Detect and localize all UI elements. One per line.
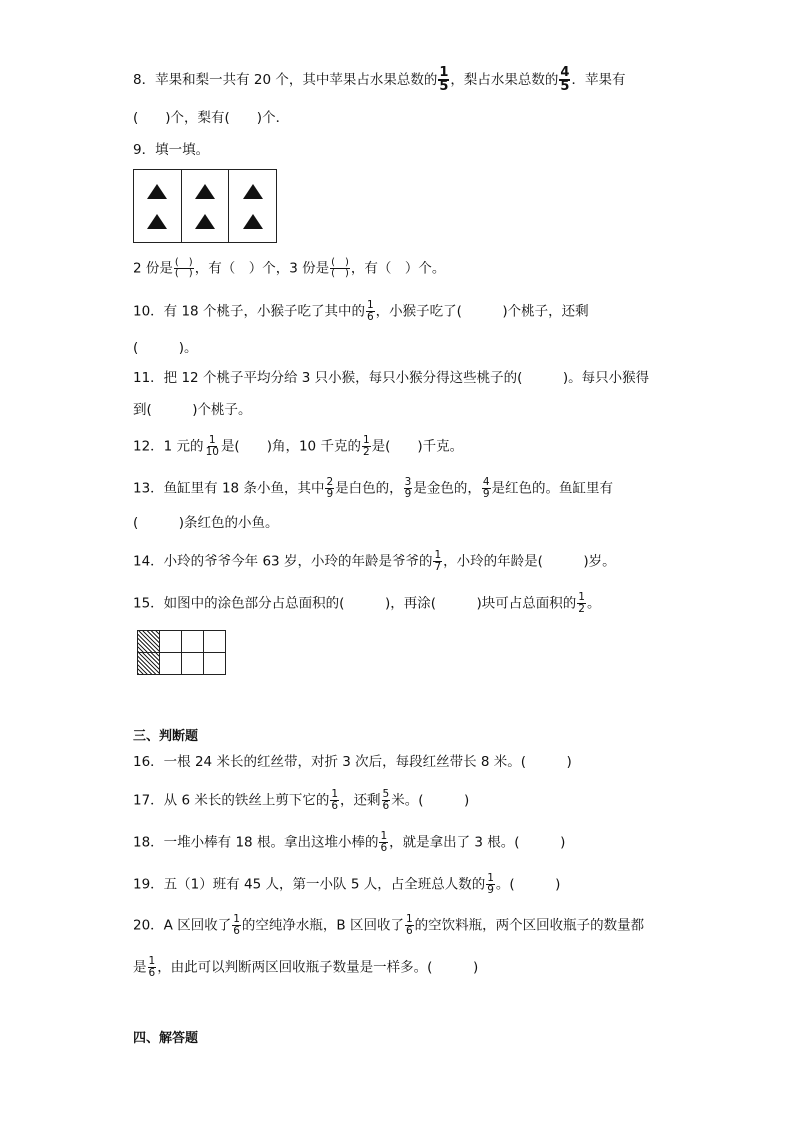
fraction: $\frac{1}{6}$ bbox=[405, 913, 413, 937]
triangle-icon bbox=[243, 184, 263, 199]
fraction: $\frac{1}{10}$ bbox=[205, 434, 219, 458]
fraction: $\frac{1}{2}$ bbox=[362, 434, 370, 458]
fraction: $\frac{3}{9}$ bbox=[404, 476, 412, 500]
q20-line1: 20．A 区回收了 $\frac{1}{6}$ 的空纯净水瓶，B 区回收了 $\frac{1}{6}$ 的空饮料瓶，两个区回收瓶子的数量都 bbox=[133, 913, 645, 937]
blank-fraction: $\frac{( )}{( )}$ bbox=[331, 257, 349, 279]
section-heading-solve: 四、解答题 bbox=[133, 1031, 199, 1046]
fraction: $\frac{1}{5}$ bbox=[439, 65, 449, 94]
grid-cell bbox=[204, 653, 226, 675]
q10-line2: ( )。 bbox=[133, 340, 198, 356]
triangle-icon bbox=[147, 184, 167, 199]
q18-line: 18．一堆小棒有 18 根。拿出这堆小棒的 $\frac{1}{6}$ ，就是拿出了 3 根。( ) bbox=[133, 830, 566, 854]
blank-fraction: $\frac{( )}{( )}$ bbox=[174, 257, 193, 279]
q11-line1: 11．把 12 个桃子平均分给 3 只小猴，每只小猴分得这些桃子的( )。每只小猴得 bbox=[133, 370, 650, 386]
section-heading-judgment: 三、判断题 bbox=[133, 729, 199, 744]
fraction: $\frac{1}{6}$ bbox=[331, 788, 339, 812]
grid-cell bbox=[204, 631, 226, 653]
fraction: $\frac{1}{6}$ bbox=[380, 830, 388, 854]
q17-line: 17．从 6 米长的铁丝上剪下它的 $\frac{1}{6}$ ，还剩 $\frac{5}{6}$ 米。( ) bbox=[133, 788, 470, 812]
shaded-grid-figure bbox=[137, 630, 226, 675]
q13-line1: 13．鱼缸里有 18 条小鱼，其中 $\frac{2}{9}$ 是白色的， $\frac{3}{9}$ 是金色的， $\frac{4}{9}$ 是红色的。鱼缸里有 bbox=[133, 476, 614, 500]
q8-line1: 8．苹果和梨一共有 20 个，其中苹果占水果总数的 $\frac{1}{5}$ ，梨占水果总数的 $\frac{4}{5}$ ．苹果有 bbox=[133, 65, 626, 94]
q8-line2: ( )个，梨有( )个． bbox=[133, 110, 290, 126]
q9-answer-line: 2 份是 $\frac{( )}{( )}$ ，有（ ）个，3 份是 $\frac{( )}{( )}$ ，有（ ）个。 bbox=[133, 257, 446, 279]
q12-line: 12．1 元的 $\frac{1}{10}$ 是( )角，10 千克的 $\frac{1}{2}$ 是( )千克。 bbox=[133, 434, 464, 458]
q15-line: 15．如图中的涂色部分占总面积的( )，再涂( )块可占总面积的 $\frac{1}{2}$ 。 bbox=[133, 591, 601, 615]
triangle-icon bbox=[195, 214, 215, 229]
triangle-icon bbox=[243, 214, 263, 229]
q11-line2: 到( )个桃子。 bbox=[133, 402, 252, 418]
q9-title: 9．填一填。 bbox=[133, 142, 210, 158]
fraction: $\frac{1}{7}$ bbox=[434, 549, 442, 573]
fraction: $\frac{2}{9}$ bbox=[326, 476, 334, 500]
q14-line: 14．小玲的爷爷今年 63 岁，小玲的年龄是爷爷的 $\frac{1}{7}$ ，小玲的年龄是( )岁。 bbox=[133, 549, 616, 573]
q13-line2: ( )条红色的小鱼。 bbox=[133, 515, 279, 531]
fraction: $\frac{1}{6}$ bbox=[233, 913, 240, 937]
grid-cell bbox=[182, 631, 204, 653]
q19-line: 19．五（1）班有 45 人，第一小队 5 人，占全班总人数的 $\frac{1}{9}$ 。( ) bbox=[133, 872, 561, 896]
fraction: $\frac{1}{9}$ bbox=[487, 872, 494, 896]
q10-line1: 10．有 18 个桃子，小猴子吃了其中的 $\frac{1}{6}$ ，小猴子吃了( )个桃子，还剩 bbox=[133, 299, 589, 323]
q16-line: 16．一根 24 米长的红丝带，对折 3 次后，每段红丝带长 8 米。( ) bbox=[133, 754, 572, 770]
q20-line2: 是 $\frac{1}{6}$ ，由此可以判断两区回收瓶子数量是一样多。( ) bbox=[133, 955, 479, 979]
grid-cell bbox=[160, 653, 182, 675]
triangle-icon bbox=[195, 184, 215, 199]
triangle-icon bbox=[147, 214, 167, 229]
grid-cell bbox=[182, 653, 204, 675]
fraction: $\frac{4}{9}$ bbox=[482, 476, 490, 500]
shaded-cell bbox=[138, 653, 160, 675]
fraction: $\frac{1}{2}$ bbox=[578, 591, 585, 615]
fraction: $\frac{1}{6}$ bbox=[366, 299, 374, 323]
fraction: $\frac{1}{6}$ bbox=[148, 955, 156, 979]
fraction: $\frac{5}{6}$ bbox=[382, 788, 390, 812]
shaded-cell bbox=[138, 631, 160, 653]
grid-cell bbox=[160, 631, 182, 653]
fraction: $\frac{4}{5}$ bbox=[560, 65, 570, 94]
triangle-figure bbox=[133, 169, 277, 243]
